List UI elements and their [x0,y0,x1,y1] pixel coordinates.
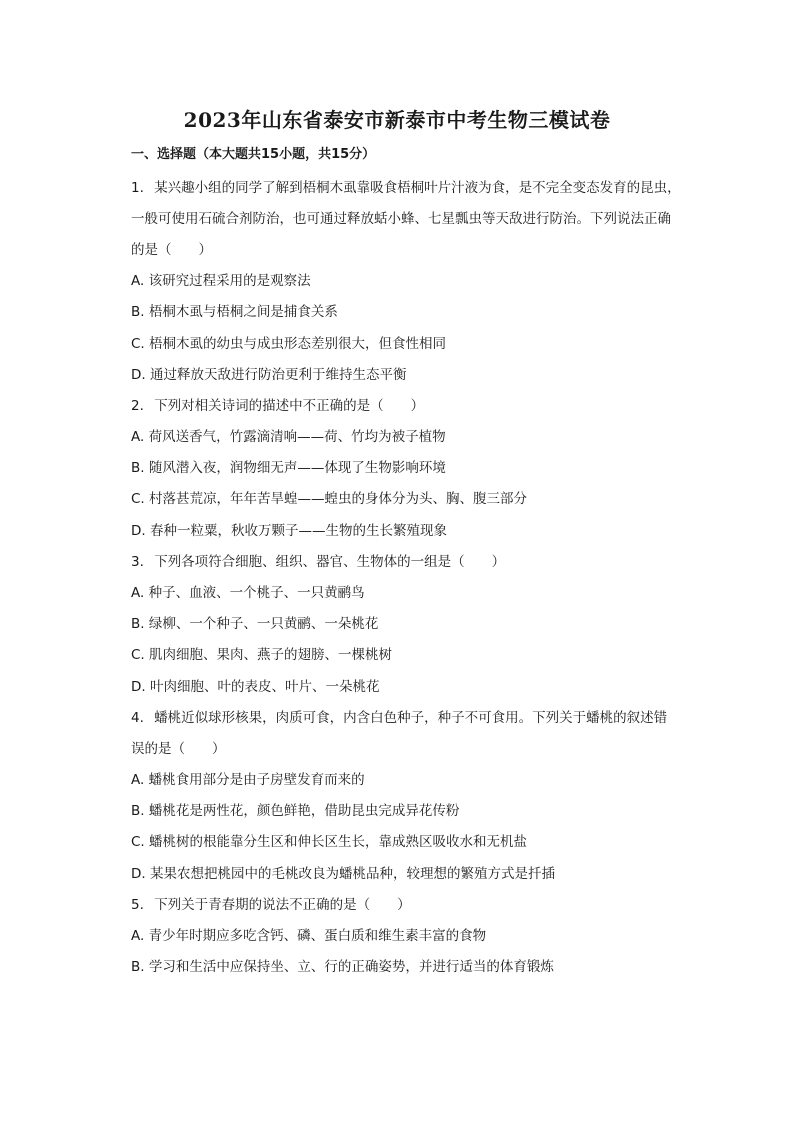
question-2-option-c: C. 村落甚荒凉，年年苦旱蝗——蝗虫的身体分为头、胸、腹三部分 [131,491,528,507]
question-4-option-d: D. 某果农想把桃园中的毛桃改良为蟠桃品种，较理想的繁殖方式是扦插 [131,866,555,882]
question-3-stem: 3. 下列各项符合细胞、组织、器官、生物体的一组是（ ） [131,554,506,570]
question-5-stem: 5. 下列关于青春期的说法不正确的是（ ） [131,897,411,913]
question-2-number: 2. [131,398,144,414]
question-1-option-c: C. 梧桐木虱的幼虫与成虫形态差别很大，但食性相同 [131,336,447,352]
question-1-stem-line-1: 1. 某兴趣小组的同学了解到梧桐木虱靠吸食梧桐叶片汁液为食，是不完全变态发育的昆虫， [131,180,681,196]
question-1-stem-line-2: 一般可使用石硫合剂防治，也可通过释放蛞小蜂、七星瓢虫等天敌进行防治。下列说法正确 [131,211,671,227]
question-1-option-b: B. 梧桐木虱与梧桐之间是捕食关系 [131,304,338,320]
question-5-option-b: B. 学习和生活中应保持坐、立、行的正确姿势，并进行适当的体育锻炼 [131,959,554,975]
question-4-option-a: A. 蟠桃食用部分是由子房壁发育而来的 [131,772,365,788]
question-4-stem-line-2: 误的是（ ） [131,741,226,757]
question-4-option-b: B. 蟠桃花是两性花，颜色鲜艳，借助昆虫完成异花传粉 [131,803,460,819]
question-3-option-c: C. 肌肉细胞、果肉、燕子的翅膀、一棵桃树 [131,647,393,663]
question-5-number: 5. [131,897,144,913]
question-5-option-a: A. 青少年时期应多吃含钙、磷、蛋白质和维生素丰富的食物 [131,928,487,944]
page-title: 2023年山东省泰安市新泰市中考生物三模试卷 [183,108,611,132]
question-1-option-d: D. 通过释放天敌进行防治更利于维持生态平衡 [131,367,407,383]
question-2-stem: 2. 下列对相关诗词的描述中不正确的是（ ） [131,398,425,414]
question-2-option-a: A. 荷风送香气，竹露滴清响——荷、竹均为被子植物 [131,429,446,445]
section-heading: 一、选择题（本大题共15小题，共15分） [131,147,376,162]
question-4-number: 4. [131,710,144,726]
question-3-option-d: D. 叶肉细胞、叶的表皮、叶片、一朵桃花 [131,679,380,695]
question-3-option-a: A. 种子、血液、一个桃子、一只黄鹂鸟 [131,585,365,601]
question-1-stem-line-3: 的是（ ） [131,242,212,258]
question-4-option-c: C. 蟠桃树的根能靠分生区和伸长区生长，靠成熟区吸收水和无机盐 [131,834,528,850]
question-2-option-b: B. 随风潜入夜，润物细无声——体现了生物影响环境 [131,460,446,476]
question-4-stem-line-1: 4. 蟠桃近似球形核果，肉质可食，内含白色种子，种子不可食用。下列关于蟠桃的叙述错 [131,710,668,726]
question-2-option-d: D. 春种一粒粟，秋收万颗子——生物的生长繁殖现象 [131,523,447,539]
question-1-option-a: A. 该研究过程采用的是观察法 [131,273,311,289]
question-1-number: 1. [131,180,144,196]
question-3-option-b: B. 绿柳、一个种子、一只黄鹂、一朵桃花 [131,616,379,632]
question-3-number: 3. [131,554,144,570]
